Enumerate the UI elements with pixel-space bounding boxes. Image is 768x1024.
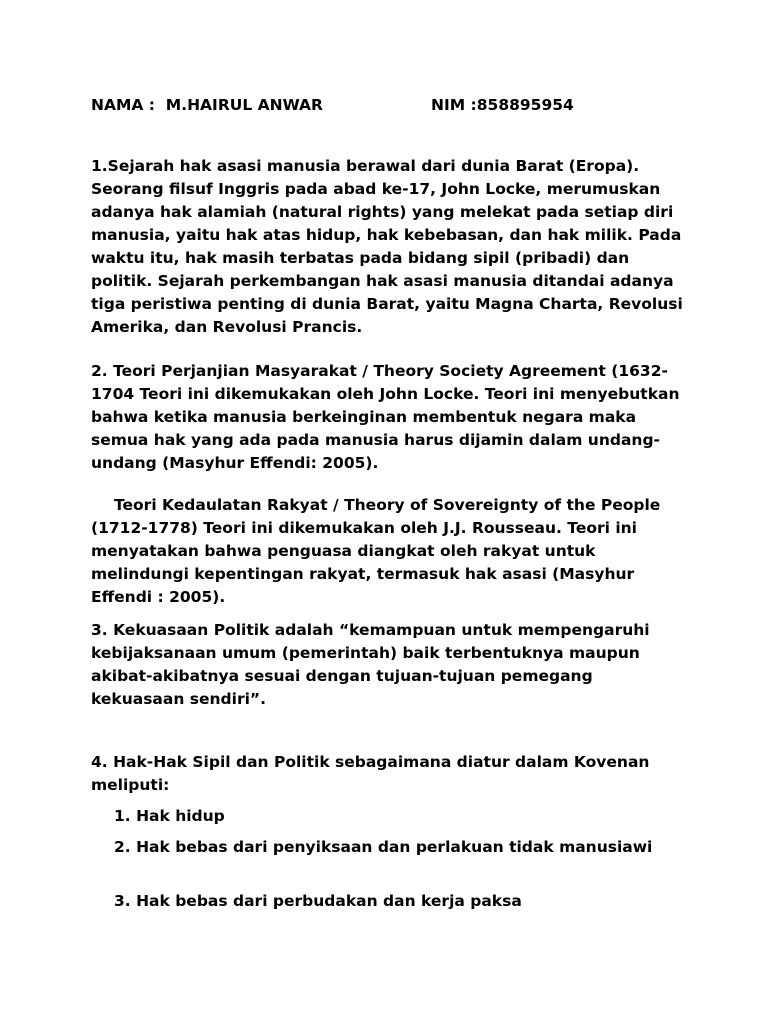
list-item: 3. Hak bebas dari perbudakan dan kerja paksa (114, 892, 522, 910)
paragraph-answer-1: 1.Sejarah hak asasi manusia berawal dari dunia Barat (Eropa). Seorang filsuf Inggris pada abad ke-17, John Locke, merumuskan adanya hak alamiah (natural rights) yang melekat pada setiap diri manusia, yaitu hak atas hidup, hak kebebasan, dan hak milik. Pada waktu itu, hak masih terbatas pada bidang sipil (pribadi) dan politik. Sejarah perkembangan hak asasi manusia ditandai adanya tiga peristiwa penting di dunia Barat, yaitu Magna Charta, Revolusi Amerika, dan Revolusi Prancis. (91, 157, 683, 336)
list-item: 2. Hak bebas dari penyiksaan dan perlakuan tidak manusiawi (114, 838, 653, 856)
paragraph-answer-4: 4. Hak-Hak Sipil dan Politik sebagaimana diatur dalam Kovenan meliputi: (91, 753, 650, 794)
student-nim: NIM :858895954 (431, 96, 574, 114)
student-name: NAMA : M.HAIRUL ANWAR (91, 96, 323, 114)
student-header (91, 94, 691, 117)
paragraph-answer-3: 3. Kekuasaan Politik adalah “kemampuan untuk mempengaruhi kebijaksanaan umum (pemerintah) baik terbentuknya maupun akibat-akibatnya sesuai dengan tujuan-tujuan pemegang kekuasaan sendiri”. (91, 621, 650, 708)
list-item: 1. Hak hidup (114, 807, 225, 825)
paragraph-answer-2-continued: Teori Kedaulatan Rakyat / Theory of Sovereignty of the People (1712-1778) Teori ini dikemukakan oleh J.J. Rousseau. Teori ini menyatakan bahwa penguasa diangkat oleh rakyat untuk melindungi kepentingan rakyat, termasuk hak asasi (Masyhur Effendi : 2005). (91, 496, 661, 606)
paragraph-answer-2: 2. Teori Perjanjian Masyarakat / Theory Society Agreement (1632-1704 Teori ini dikemukakan oleh John Locke. Teori ini menyebutkan bahwa ketika manusia berkeinginan membentuk negara maka semua hak yang ada pada manusia harus dijamin dalam undang-undang (Masyhur Effendi: 2005). (91, 362, 680, 472)
